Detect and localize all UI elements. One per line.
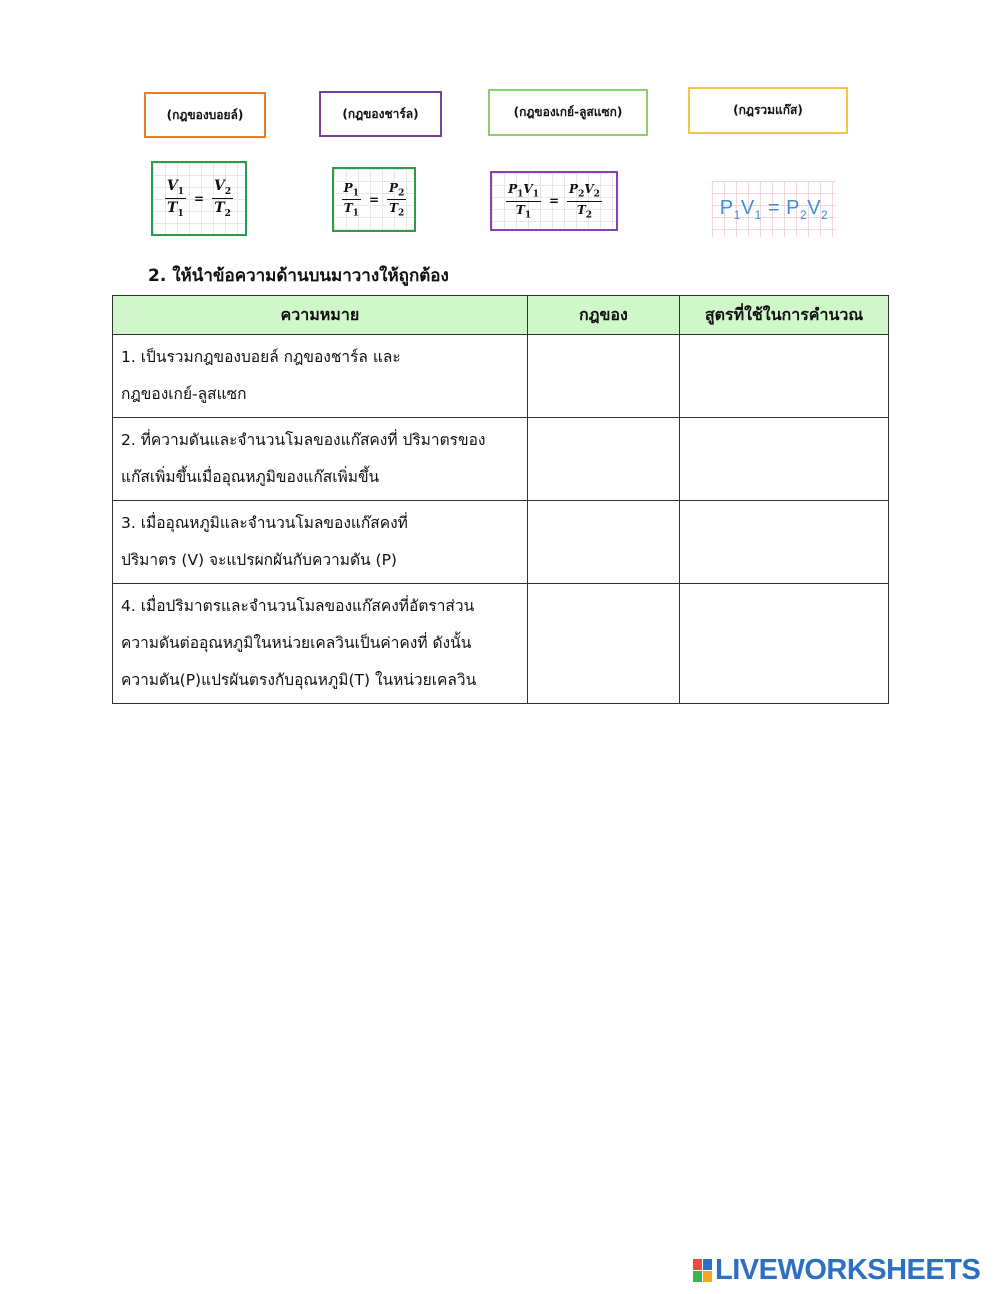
meaning-cell xyxy=(113,335,528,418)
equals-sign: = xyxy=(767,196,781,219)
meaning-line: ความดันต่ออุณหภูมิในหน่วยเคลวินเป็นค่าคงที่ ดังนั้น xyxy=(121,634,472,652)
meaning-cell xyxy=(113,501,528,584)
law-label-combined-gas[interactable] xyxy=(688,87,848,134)
formula-symbol: V xyxy=(523,182,533,197)
formula-fraction-left xyxy=(506,182,541,220)
formula-subscript: 1 xyxy=(733,207,741,222)
liveworksheets-logo-icon xyxy=(693,1259,712,1282)
table-row xyxy=(113,501,889,584)
formula-fraction-left xyxy=(165,178,186,219)
meaning-line: 2. ที่ความดันและจำนวนโมลของแก๊สคงที่ ปริมาตรของ xyxy=(121,431,486,449)
law-label-text: (กฎของเกย์-ลูสแซก) xyxy=(513,105,623,119)
formula-drop-zone[interactable] xyxy=(680,501,889,584)
meaning-cell xyxy=(113,584,528,704)
law-drop-zone[interactable] xyxy=(527,335,679,418)
law-label-gay-lussac[interactable] xyxy=(488,89,648,136)
header-law: กฎของ xyxy=(527,296,679,335)
formula-symbol: V xyxy=(214,178,225,195)
formula-fraction-left xyxy=(342,181,361,219)
formula-subscript: 1 xyxy=(352,208,359,219)
law-label-boyle[interactable] xyxy=(144,92,266,138)
formula-fraction-right xyxy=(567,182,602,220)
formula-subscript: 2 xyxy=(821,207,829,222)
formula-symbol: P xyxy=(508,182,518,197)
meaning-line: แก๊สเพิ่มขึ้นเมื่ออุณหภูมิของแก๊สเพิ่มขึ้น xyxy=(121,468,380,486)
formula-drop-zone[interactable] xyxy=(680,418,889,501)
formula-symbol: T xyxy=(515,202,525,217)
formula-subscript: 2 xyxy=(593,189,600,200)
table-row xyxy=(113,335,889,418)
formula-symbol: V xyxy=(584,182,594,197)
formula-combined-card[interactable] xyxy=(490,171,618,231)
formula-gay-lussac-card[interactable] xyxy=(332,167,416,232)
meaning-line: 1. เป็นรวมกฎของบอยล์ กฎของชาร์ล และ xyxy=(121,348,401,366)
formula-symbol: T xyxy=(214,200,225,216)
equals-sign: = xyxy=(548,194,560,208)
formula-symbol: P xyxy=(389,180,399,195)
logo-square xyxy=(693,1259,702,1270)
header-meaning: ความหมาย xyxy=(113,296,528,335)
formula-subscript: 1 xyxy=(532,189,539,200)
formula-symbol: T xyxy=(343,201,353,215)
law-drop-zone[interactable] xyxy=(527,584,679,704)
formula-subscript: 2 xyxy=(398,188,405,198)
formula-subscript: 1 xyxy=(352,188,359,198)
formula-fraction-right xyxy=(387,181,406,219)
law-label-text: (กฎของบอยล์) xyxy=(166,107,244,122)
header-formula: สูตรที่ใช้ในการคำนวณ xyxy=(680,296,889,335)
meaning-line: 4. เมื่อปริมาตรและจำนวนโมลของแก๊สคงที่อัตราส่วน xyxy=(121,597,475,615)
formula-symbol: P xyxy=(343,180,353,195)
formula-drop-zone[interactable] xyxy=(680,584,889,704)
liveworksheets-logo xyxy=(693,1254,980,1287)
law-label-text: (กฎรวมแก๊ส) xyxy=(733,103,803,117)
formula-drop-zone[interactable] xyxy=(680,335,889,418)
formula-symbol: V xyxy=(740,196,755,219)
meaning-line: กฎของเกย์-ลูสแซก xyxy=(121,385,247,403)
table-row xyxy=(113,584,889,704)
meaning-line: 3. เมื่ออุณหภูมิและจำนวนโมลของแก๊สคงที่ xyxy=(121,514,408,532)
formula-subscript: 2 xyxy=(585,209,593,220)
table-header-row xyxy=(113,296,889,335)
formula-fraction-right xyxy=(212,178,233,219)
logo-square xyxy=(693,1271,702,1282)
formula-subscript: 1 xyxy=(177,208,184,219)
meaning-line: ปริมาตร (V) จะแปรผกผันกับความดัน (P) xyxy=(121,551,397,569)
logo-square xyxy=(703,1271,712,1282)
formula-subscript: 2 xyxy=(398,208,405,219)
law-label-text: (กฎของชาร์ล) xyxy=(342,106,419,121)
formula-symbol: P xyxy=(569,182,579,197)
formula-subscript: 1 xyxy=(524,209,532,220)
meaning-line: ความดัน(P)แปรผันตรงกับอุณหภูมิ(T) ในหน่วยเคลวิน xyxy=(121,671,477,689)
formula-symbol: T xyxy=(389,201,399,215)
table-row xyxy=(113,418,889,501)
formula-subscript: 1 xyxy=(754,207,762,222)
formula-symbol: T xyxy=(576,202,586,217)
formula-symbol: P xyxy=(786,196,800,219)
meaning-cell xyxy=(113,418,528,501)
equals-sign: = xyxy=(193,191,205,206)
formula-boyle-card[interactable] xyxy=(712,181,836,237)
formula-symbol: P xyxy=(719,196,734,219)
equals-sign: = xyxy=(368,192,380,207)
formula-symbol: V xyxy=(166,178,178,195)
formula-subscript: 2 xyxy=(224,187,232,197)
formula-subscript: 1 xyxy=(177,187,184,197)
formula-subscript: 1 xyxy=(517,189,524,200)
law-drop-zone[interactable] xyxy=(527,418,679,501)
formula-symbol: V xyxy=(807,196,822,219)
answer-table xyxy=(112,295,889,704)
instruction-heading: 2. ให้นำข้อความด้านบนมาวางให้ถูกต้อง xyxy=(148,266,449,286)
formula-subscript: 2 xyxy=(800,207,808,222)
logo-square xyxy=(703,1259,712,1270)
formula-symbol: T xyxy=(167,200,178,216)
law-label-charles[interactable] xyxy=(319,91,442,137)
formula-charles-card[interactable] xyxy=(151,161,247,236)
law-drop-zone[interactable] xyxy=(527,501,679,584)
brand-name: LIVEWORKSHEETS xyxy=(715,1254,981,1286)
formula-subscript: 2 xyxy=(578,189,585,200)
formula-subscript: 2 xyxy=(224,208,231,219)
formula-pv-text xyxy=(720,197,828,222)
